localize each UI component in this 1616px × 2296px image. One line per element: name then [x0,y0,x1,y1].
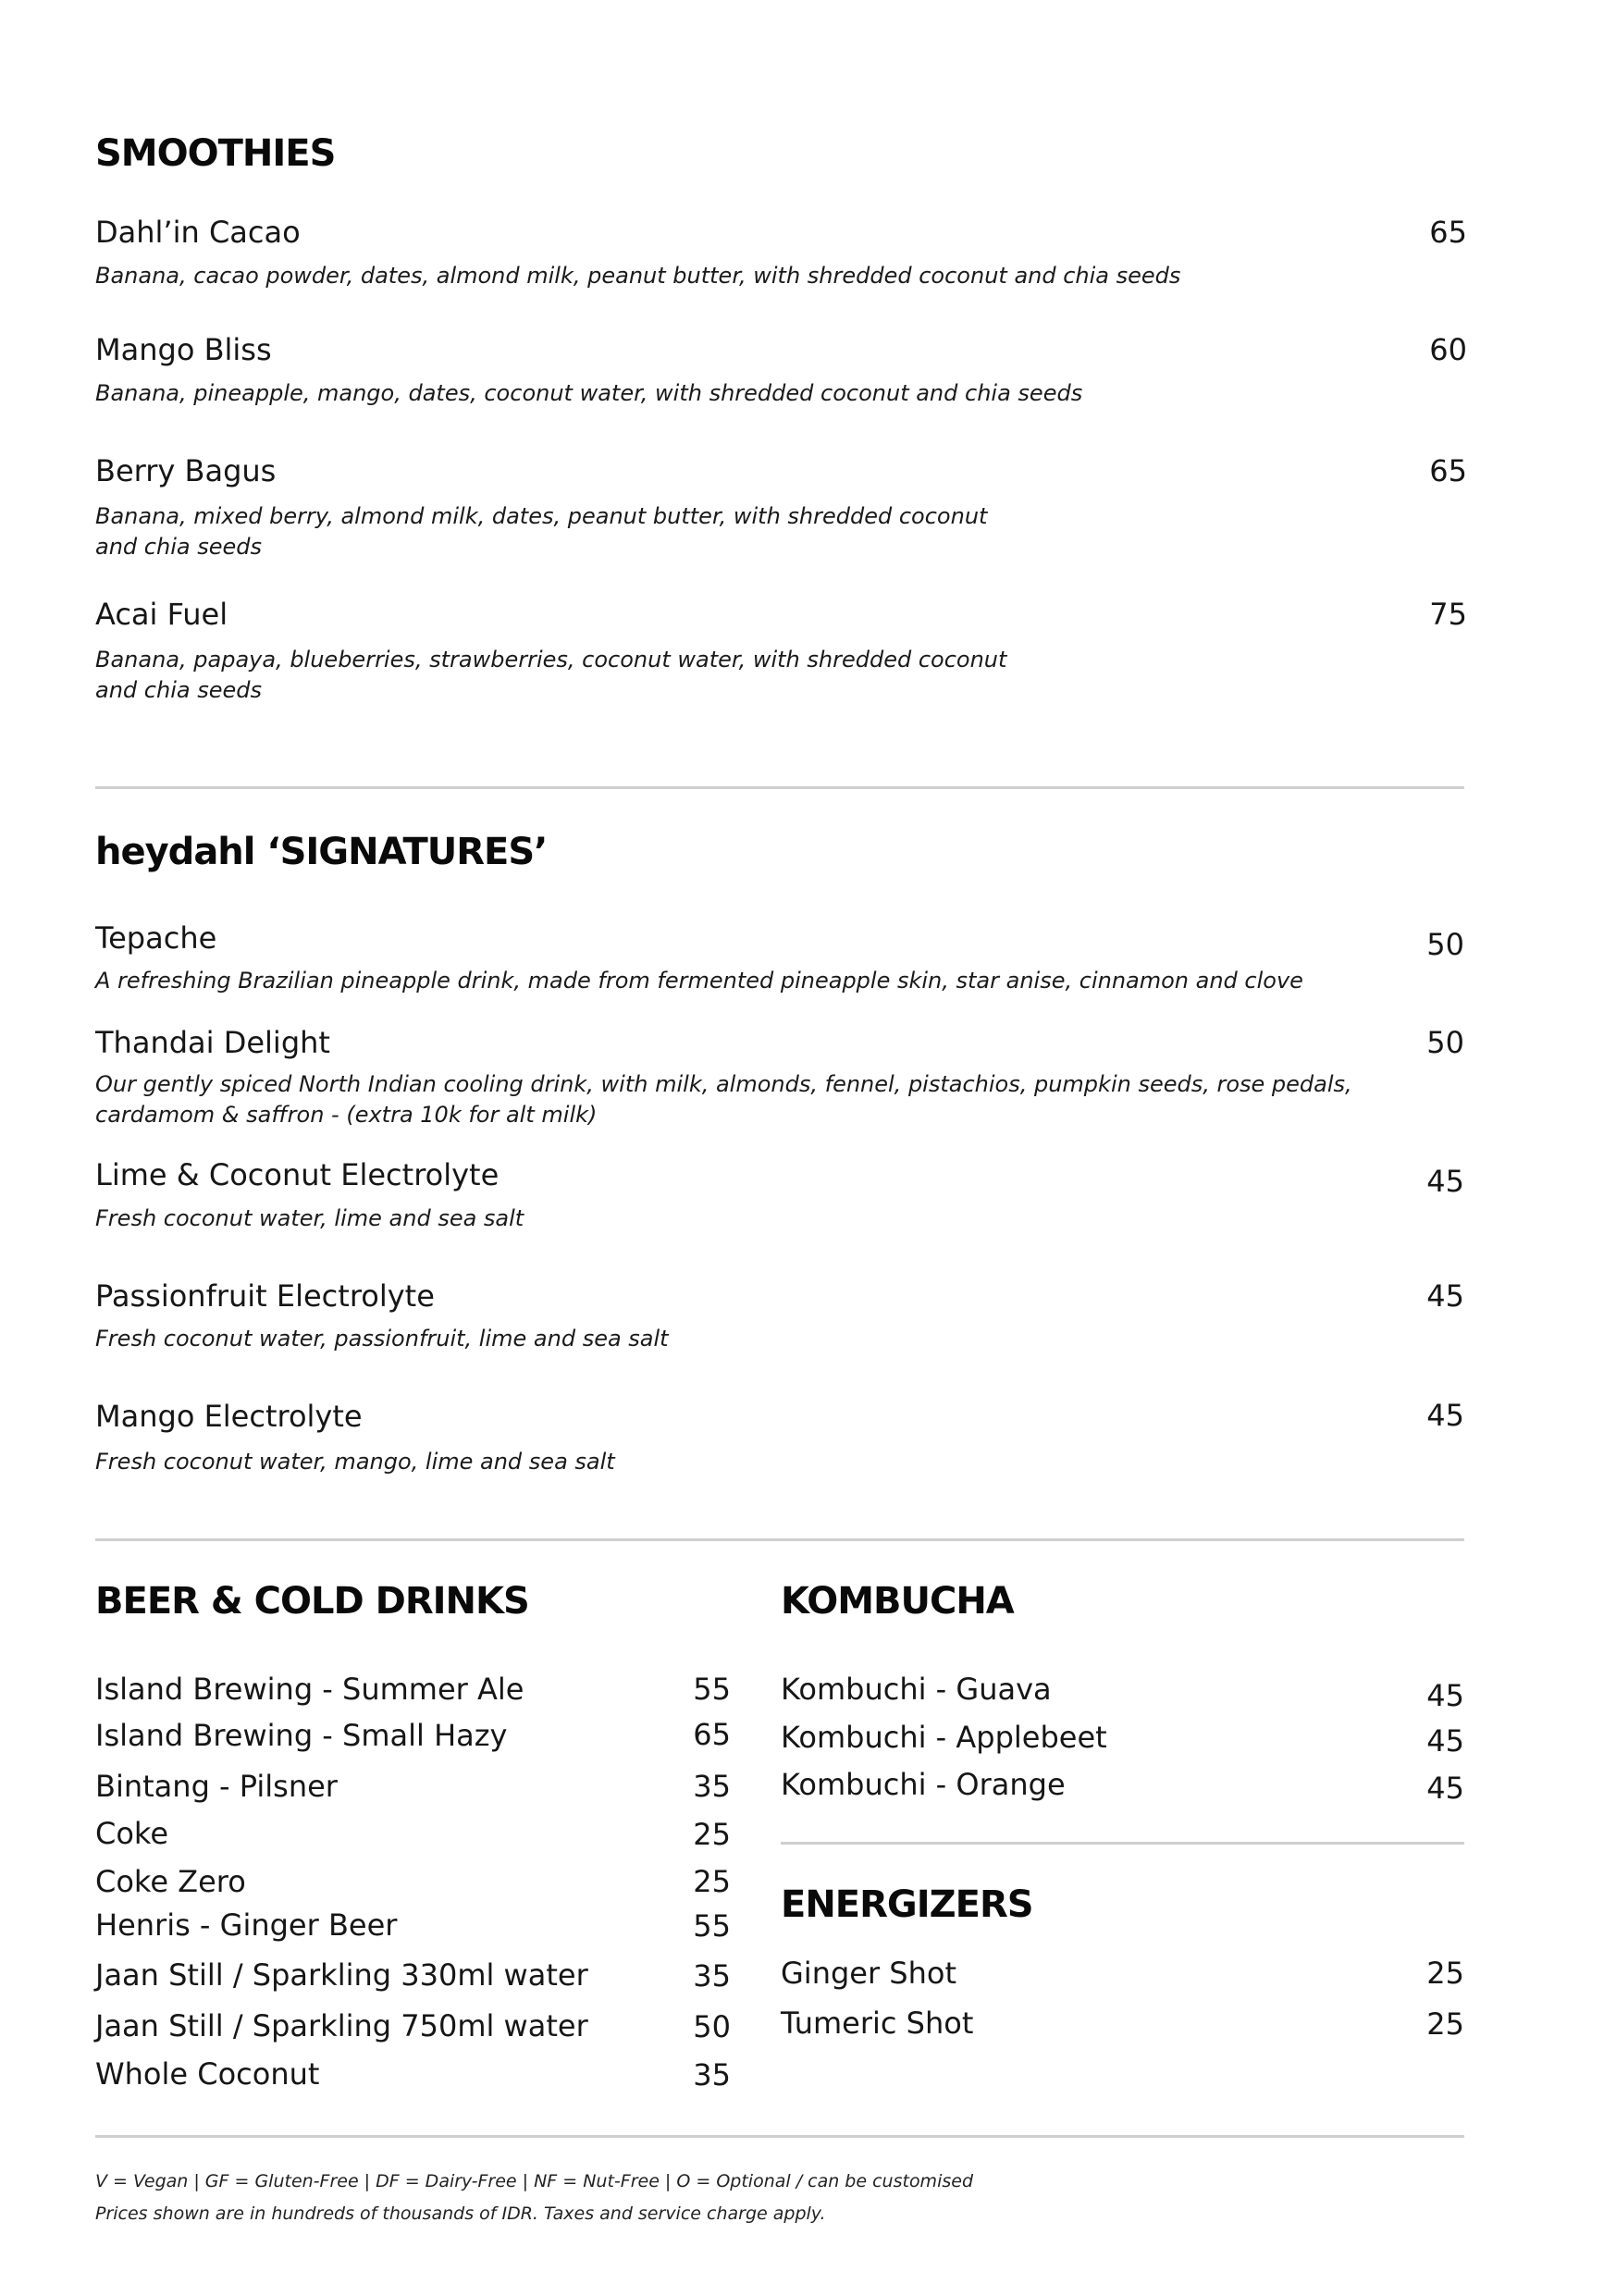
section-divider [95,2135,1464,2138]
item-price: 45 [1426,1723,1464,1759]
section-title-energizers: ENERGIZERS [781,1883,1033,1926]
section-divider [781,1842,1464,1845]
item-price: 45 [1426,1278,1464,1314]
item-name: Acai Fuel [95,597,228,632]
item-description: Fresh coconut water, lime and sea salt [95,1205,524,1231]
item-price: 35 [693,1958,731,1994]
item-name: Jaan Still / Sparkling 330ml water [95,1957,588,1993]
item-name: Island Brewing - Small Hazy [95,1718,508,1753]
item-name: Henris - Ginger Beer [95,1907,398,1943]
item-price: 45 [1426,1771,1464,1806]
item-name: Thandai Delight [95,1025,330,1060]
item-name: Coke Zero [95,1864,246,1899]
item-name: Tumeric Shot [781,2006,974,2041]
section-title-signatures: heydahl ‘SIGNATURES’ [95,831,548,873]
item-price: 35 [693,1769,731,1804]
item-price: 75 [1429,597,1467,632]
item-price: 35 [693,2057,731,2092]
item-name: Whole Coconut [95,2056,320,2092]
item-price: 65 [1429,215,1467,250]
item-price: 50 [1426,1025,1464,1060]
item-name: Kombuchi - Applebeet [781,1720,1107,1755]
item-price: 55 [693,1672,731,1707]
section-title-smoothies: SMOOTHIES [95,132,336,175]
item-name: Coke [95,1816,168,1851]
item-name: Lime & Coconut Electrolyte [95,1157,500,1192]
item-price: 65 [1429,453,1467,488]
prices-note: Prices shown are in hundreds of thousands of IDR. Taxes and service charge apply. [95,2203,826,2224]
item-description: Fresh coconut water, passionfruit, lime and sea salt [95,1326,669,1352]
item-price: 45 [1426,1164,1464,1199]
item-description: Banana, cacao powder, dates, almond milk, peanut butter, with shredded coconut and chia seeds [95,263,1181,289]
item-name: Passionfruit Electrolyte [95,1278,435,1314]
item-price: 25 [1426,1956,1464,1991]
item-description: Banana, mixed berry, almond milk, dates, peanut butter, with shredded coconut and chia seeds [95,503,988,560]
dietary-legend: V = Vegan | GF = Gluten-Free | DF = Dairy-Free | NF = Nut-Free | O = Optional / can be customised [95,2171,973,2191]
item-price: 65 [693,1717,731,1752]
item-description: Fresh coconut water, mango, lime and sea salt [95,1449,615,1475]
item-price: 50 [693,2009,731,2044]
item-name: Tepache [95,920,217,956]
item-name: Dahl’in Cacao [95,215,301,250]
item-name: Kombuchi - Guava [781,1672,1052,1707]
item-description: Banana, pineapple, mango, dates, coconut water, with shredded coconut and chia seeds [95,380,1083,406]
item-price: 25 [693,1817,731,1852]
item-name: Kombuchi - Orange [781,1767,1066,1802]
item-price: 55 [693,1908,731,1944]
section-divider [95,786,1464,789]
item-name: Island Brewing - Summer Ale [95,1672,524,1707]
item-description: Banana, papaya, blueberries, strawberries, coconut water, with shredded coconut and chia seeds [95,647,1007,703]
item-price: 25 [1426,2006,1464,2042]
item-name: Berry Bagus [95,453,277,488]
item-price: 50 [1426,927,1464,962]
section-title-kombucha: KOMBUCHA [781,1580,1014,1623]
item-description: A refreshing Brazilian pineapple drink, made from fermented pineapple skin, star anise, cinnamon and clove [95,968,1303,994]
item-description: Our gently spiced North Indian cooling drink, with milk, almonds, fennel, pistachios, pumpkin seeds, rose pedals, cardamom & saffron - (extra 10k for alt milk) [95,1071,1352,1128]
item-price: 45 [1426,1678,1464,1713]
section-title-beer: BEER & COLD DRINKS [95,1580,529,1623]
item-name: Mango Electrolyte [95,1399,363,1434]
item-price: 60 [1429,332,1467,367]
section-divider [95,1538,1464,1541]
item-price: 45 [1426,1398,1464,1433]
item-name: Jaan Still / Sparkling 750ml water [95,2008,588,2043]
item-name: Bintang - Pilsner [95,1769,338,1804]
item-price: 25 [693,1864,731,1899]
item-name: Ginger Shot [781,1956,957,1991]
item-name: Mango Bliss [95,332,272,367]
